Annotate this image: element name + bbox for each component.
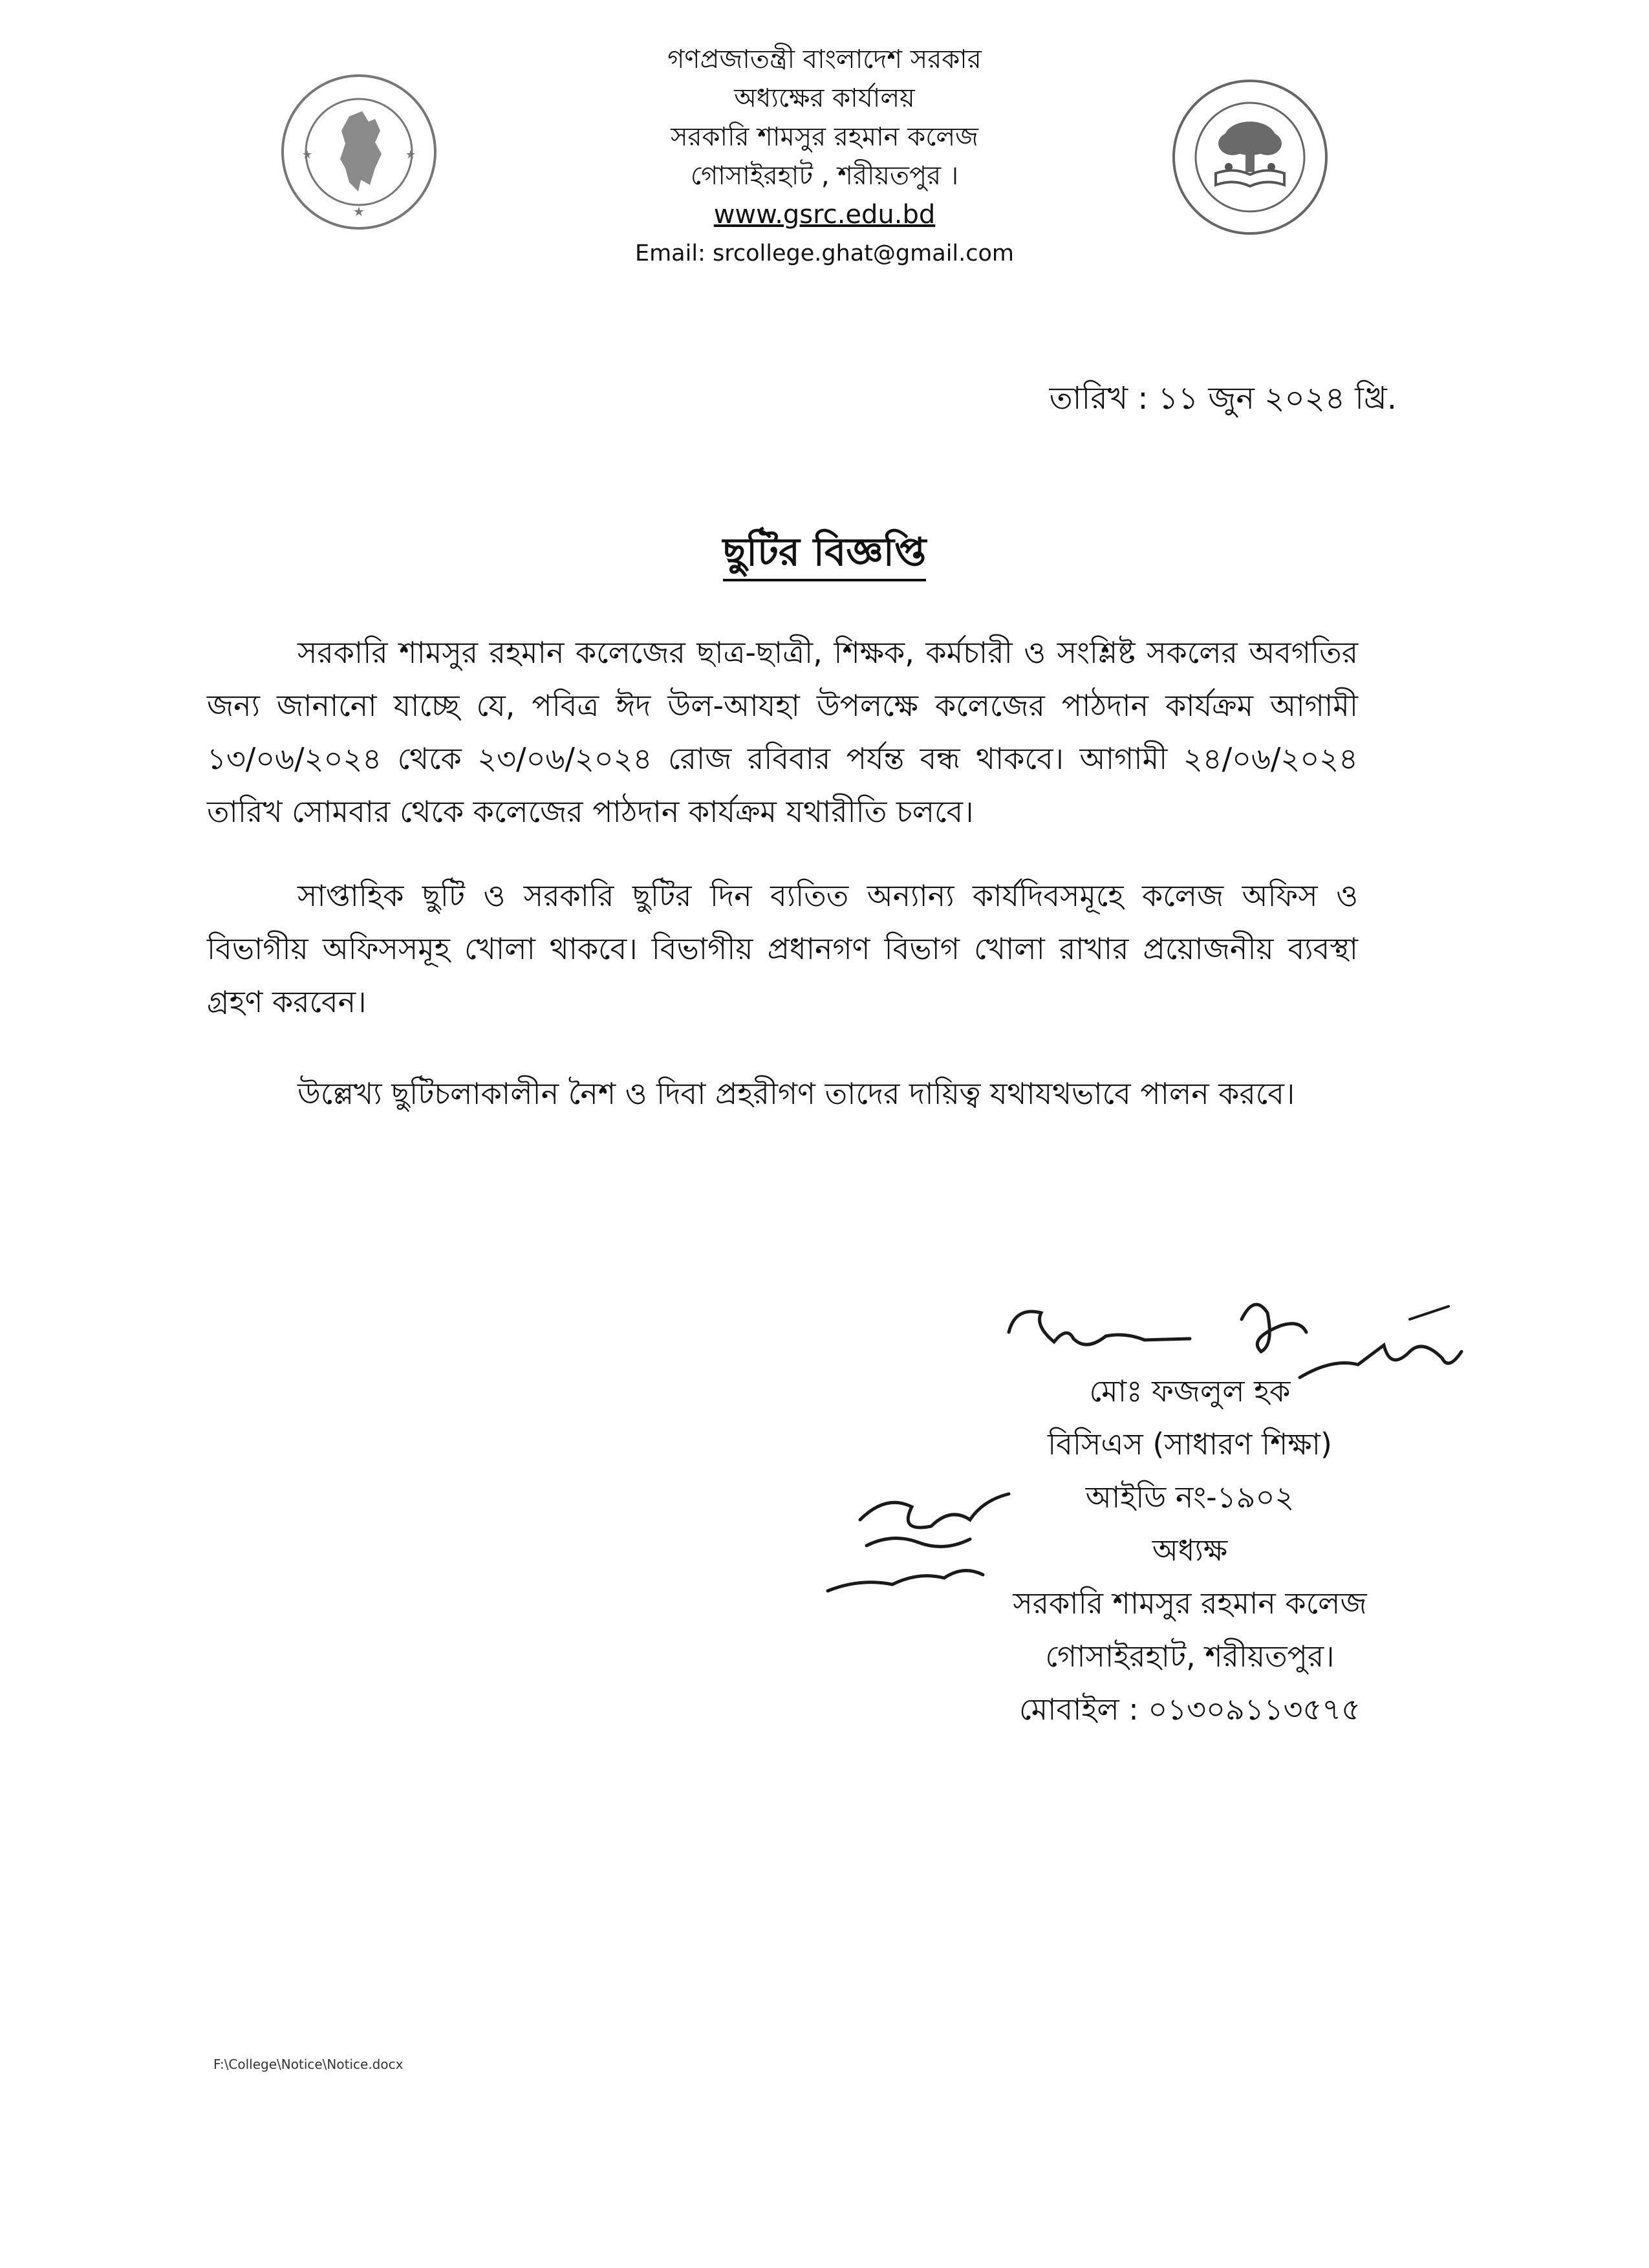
notice-paragraph-3: উল্লেখ্য ছুটিচলাকালীন নৈশ ও দিবা প্রহরীগণ তাদের দায়িত্ব যথাযথভাবে পালন করবে। (297, 1076, 1295, 1111)
header-address: গোসাইরহাট , শরীয়তপুর । (690, 161, 959, 191)
signatory-location: গোসাইরহাট, শরীয়তপুর। (1045, 1639, 1335, 1674)
government-seal-icon (278, 71, 440, 233)
notice-title-text: ছুটির বিজ্ঞপ্তি (723, 530, 927, 581)
signatory-designation: অধ্যক্ষ (1152, 1533, 1228, 1568)
svg-text:★: ★ (405, 148, 416, 162)
svg-text:★: ★ (301, 148, 313, 162)
letterhead (453, 40, 1196, 273)
header-office: অধ্যক্ষের কার্যালয় (734, 83, 915, 113)
header-email: Email: srcollege.ghat@gmail.com (634, 241, 1015, 266)
signatory-block (931, 1365, 1449, 1736)
header-college-name: সরকারি শামসুর রহমান কলেজ (671, 122, 978, 152)
header-website-link[interactable]: www.gsrc.edu.bd (713, 200, 936, 230)
footer-file-path: F:\College\Notice\Notice.docx (213, 2057, 404, 2072)
notice-title (630, 523, 1018, 587)
signatory-mobile: মোবাইল : ০১৩০৯১১৩৫৭৫ (1018, 1692, 1361, 1727)
signatory-name: মোঃ ফজলুল হক (1089, 1374, 1291, 1409)
signatory-cadre: বিসিএস (সাধারণ শিক্ষা) (1048, 1427, 1332, 1462)
notice-paragraph-1: সরকারি শামসুর রহমান কলেজের ছাত্র-ছাত্রী, শিক্ষক, কর্মচারী ও সংশ্লিষ্ট সকলের অবগতির জন্য জানানো যাচ্ছে যে, পবিত্র ঈদ উল-আযহা উপলক্ষে কলেজের পাঠদান কার্যক্রম আগামী ১৩/০৬/২০২৪ থেকে ২৩/০৬/২০২৪ রোজ রবিবার পর্যন্ত বন্ধ থাকবে। আগামী ২৪/০৬/২০২৪ তারিখ সোমবার থেকে কলেজের পাঠদান কার্যক্রম যথারীতি চলবে। (207, 635, 1358, 829)
notice-paragraph-2: সাপ্তাহিক ছুটি ও সরকারি ছুটির দিন ব্যতিত অন্যান্য কার্যদিবসমূহে কলেজ অফিস ও বিভাগীয় অফিসসমূহ খোলা থাকবে। বিভাগীয় প্রধানগণ বিভাগ খোলা রাখার প্রয়োজনীয় ব্যবস্থা গ্রহণ করবেন। (207, 878, 1358, 1019)
svg-text:★: ★ (353, 204, 365, 219)
header-government: গণপ্রজাতন্ত্রী বাংলাদেশ সরকার (667, 45, 982, 74)
notice-date: তারিখ : ১১ জুন ২০২৪ খ্রি. (1049, 380, 1397, 416)
signatory-institution: সরকারি শামসুর রহমান কলেজ (1013, 1586, 1367, 1621)
signatory-id: আইডি নং-১৯০২ (1085, 1480, 1295, 1515)
